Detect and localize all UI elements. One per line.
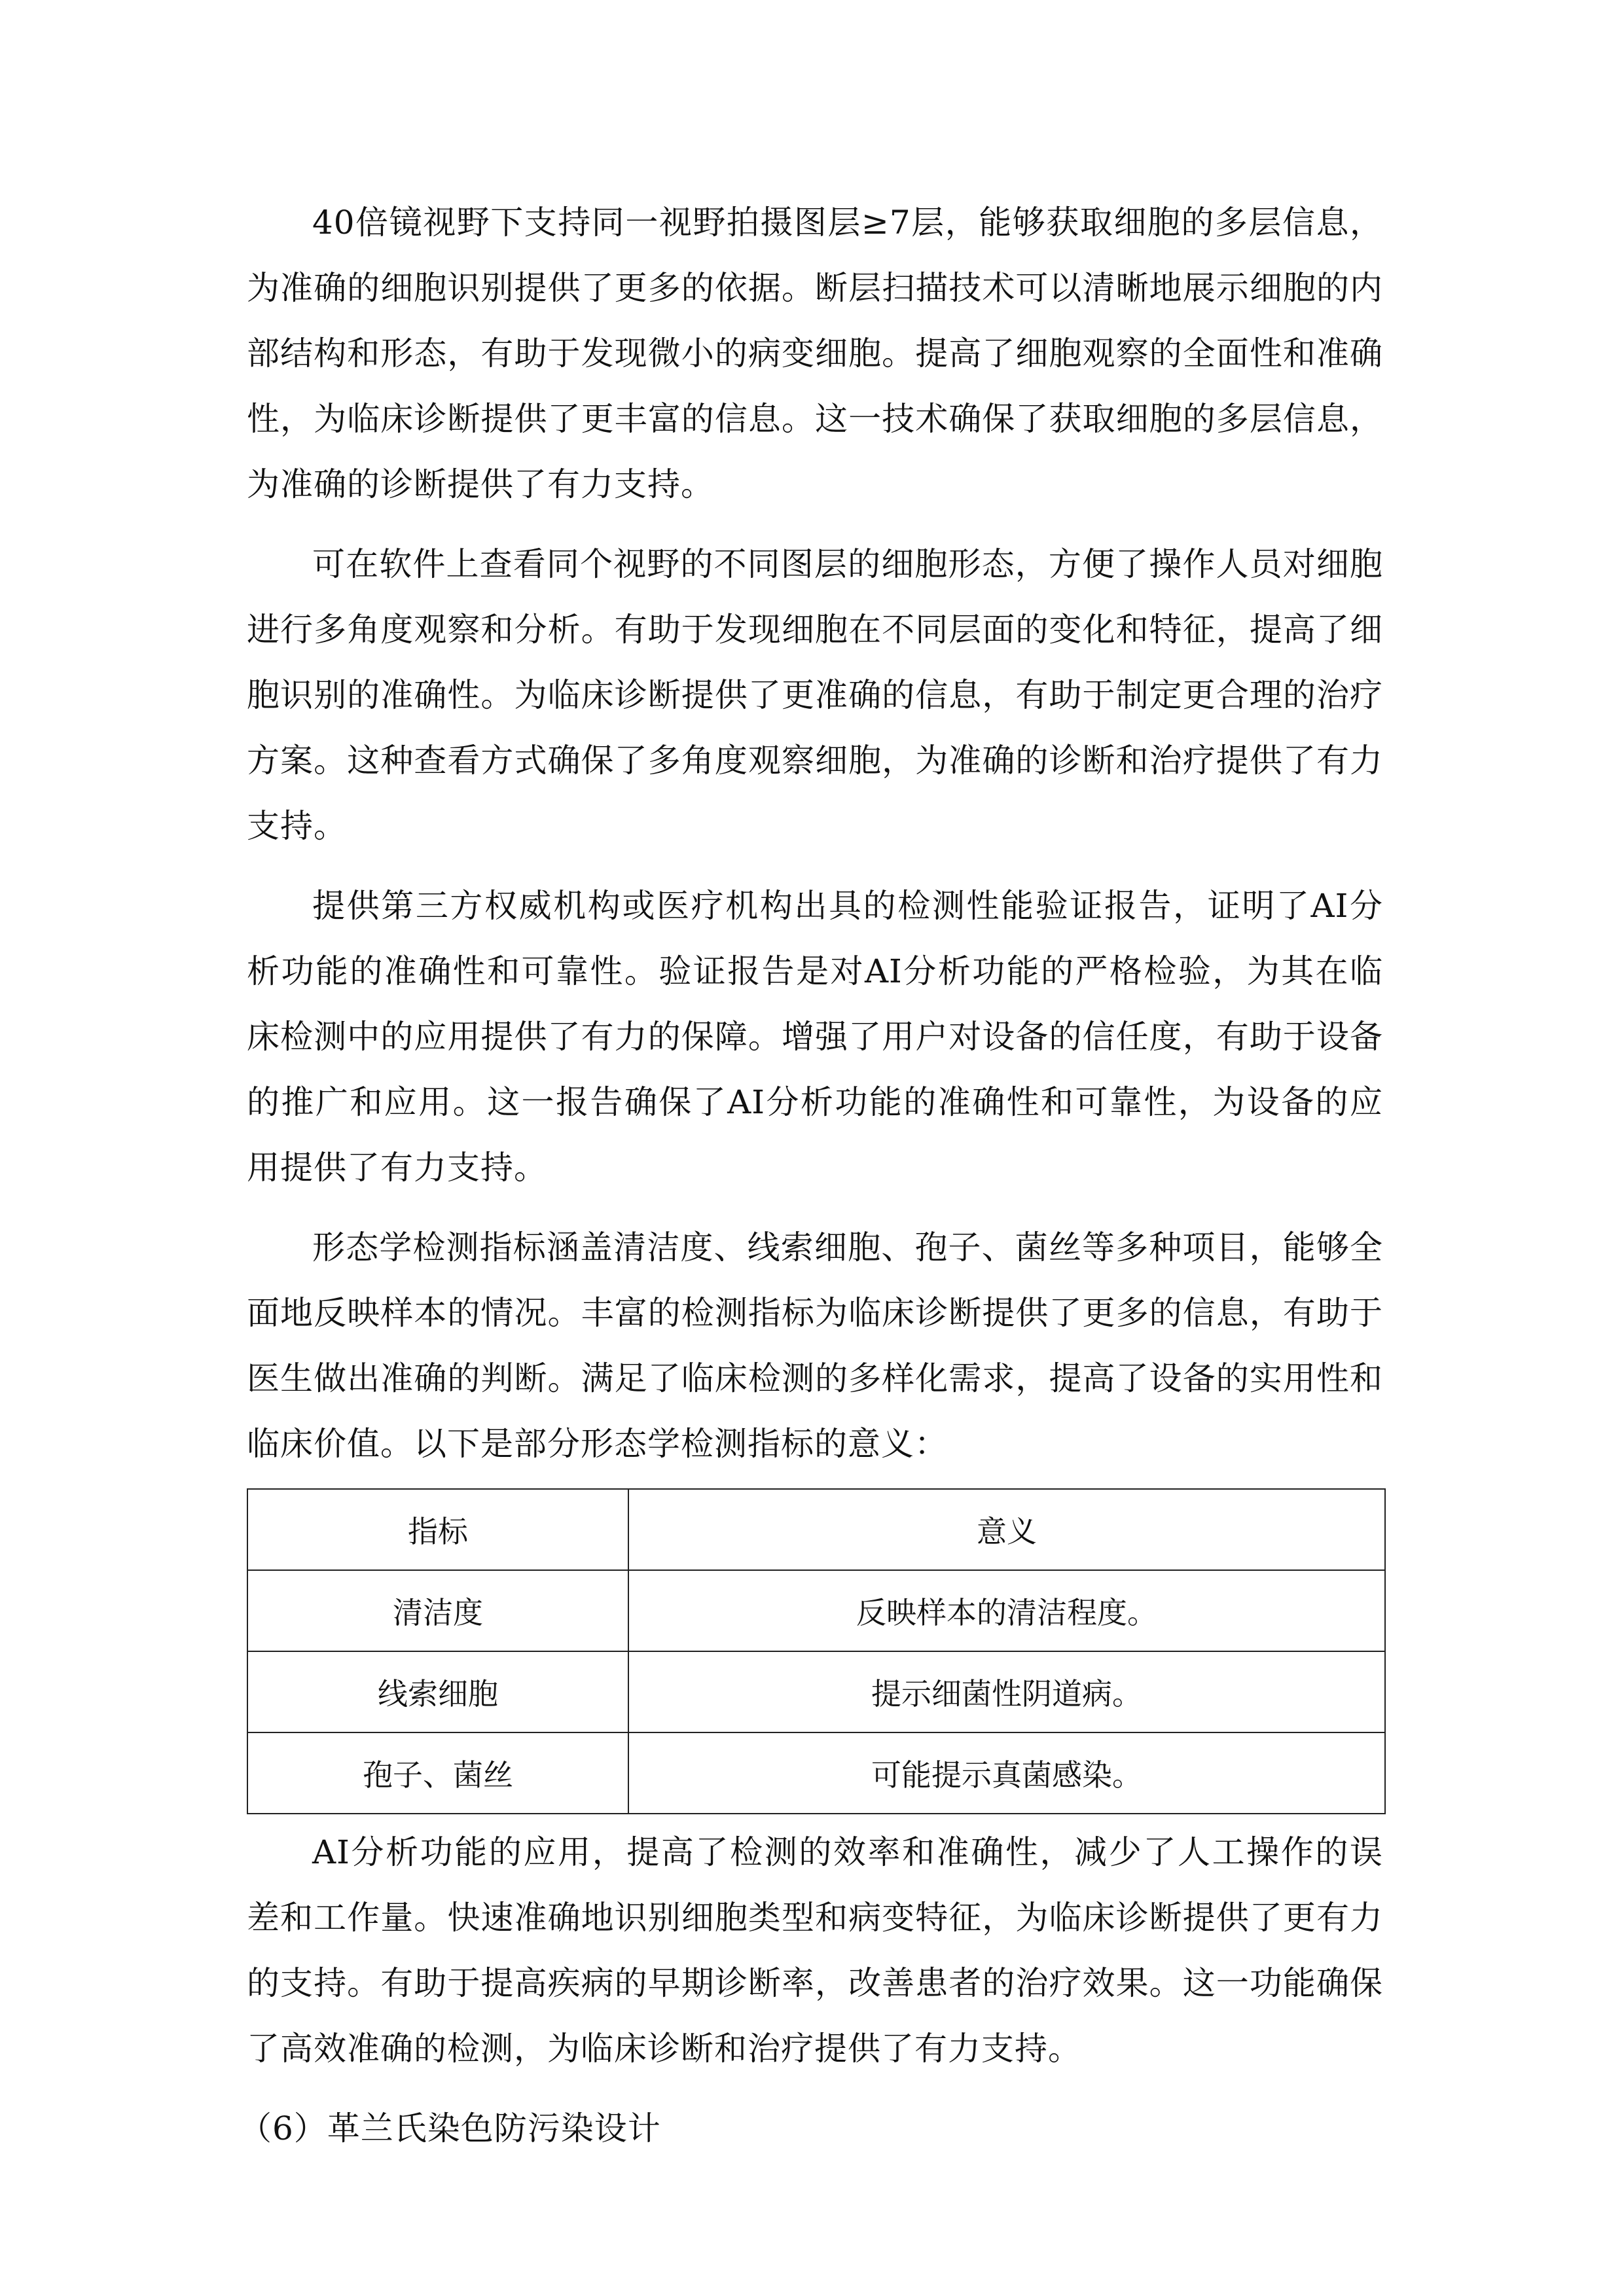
table-cell-metric: 孢子、菌丝 (247, 1732, 628, 1814)
table-header-meaning: 意义 (628, 1489, 1385, 1570)
table-row (247, 1651, 1385, 1732)
metrics-table (247, 1488, 1386, 1814)
table-cell-metric: 清洁度 (247, 1570, 628, 1651)
document-page (239, 190, 1383, 2161)
paragraph-multi-angle-view: 可在软件上查看同个视野的不同图层的细胞形态，方便了操作人员对细胞进行多角度观察和分析。有助于发现细胞在不同层面的变化和特征，提高了细胞识别的准确性。为临床诊断提供了更准确的信息，有助于制定更合理的治疗方案。这种查看方式确保了多角度观察细胞，为准确的诊断和治疗提供了有力支持。 (247, 545, 1383, 845)
table-cell-meaning: 提示细菌性阴道病。 (628, 1651, 1385, 1732)
section-heading: （6）革兰氏染色防污染设计 (239, 2109, 661, 2147)
table-row (247, 1732, 1385, 1814)
table-header-metric: 指标 (247, 1489, 628, 1570)
table-header-row (247, 1489, 1385, 1570)
table-cell-metric: 线索细胞 (247, 1651, 628, 1732)
table-row (247, 1570, 1385, 1651)
table-cell-meaning: 可能提示真菌感染。 (628, 1732, 1385, 1814)
paragraph-ai-analysis: AI分析功能的应用，提高了检测的效率和准确性，减少了人工操作的误差和工作量。快速准确地识别细胞类型和病变特征，为临床诊断提供了更有力的支持。有助于提高疾病的早期诊断率，改善患者的治疗效果。这一功能确保了高效准确的检测，为临床诊断和治疗提供了有力支持。 (247, 1833, 1383, 2068)
paragraph-verification-report: 提供第三方权威机构或医疗机构出具的检测性能验证报告，证明了AI分析功能的准确性和可靠性。验证报告是对AI分析功能的严格检验，为其在临床检测中的应用提供了有力的保障。增强了用户对设备的信任度，有助于设备的推广和应用。这一报告确保了AI分析功能的准确性和可靠性，为设备的应用提供了有力支持。 (247, 887, 1383, 1187)
paragraph-morphology-metrics: 形态学检测指标涵盖清洁度、线索细胞、孢子、菌丝等多种项目，能够全面地反映样本的情况。丰富的检测指标为临床诊断提供了更多的信息，有助于医生做出准确的判断。满足了临床检测的多样化需求，提高了设备的实用性和临床价值。以下是部分形态学检测指标的意义： (247, 1229, 1383, 1463)
paragraph-layer-imaging: 40倍镜视野下支持同一视野拍摄图层≥7层，能够获取细胞的多层信息，为准确的细胞识别提供了更多的依据。断层扫描技术可以清晰地展示细胞的内部结构和形态，有助于发现微小的病变细胞。提高了细胞观察的全面性和准确性，为临床诊断提供了更丰富的信息。这一技术确保了获取细胞的多层信息，为准确的诊断提供了有力支持。 (247, 204, 1383, 503)
table-cell-meaning: 反映样本的清洁程度。 (628, 1570, 1385, 1651)
